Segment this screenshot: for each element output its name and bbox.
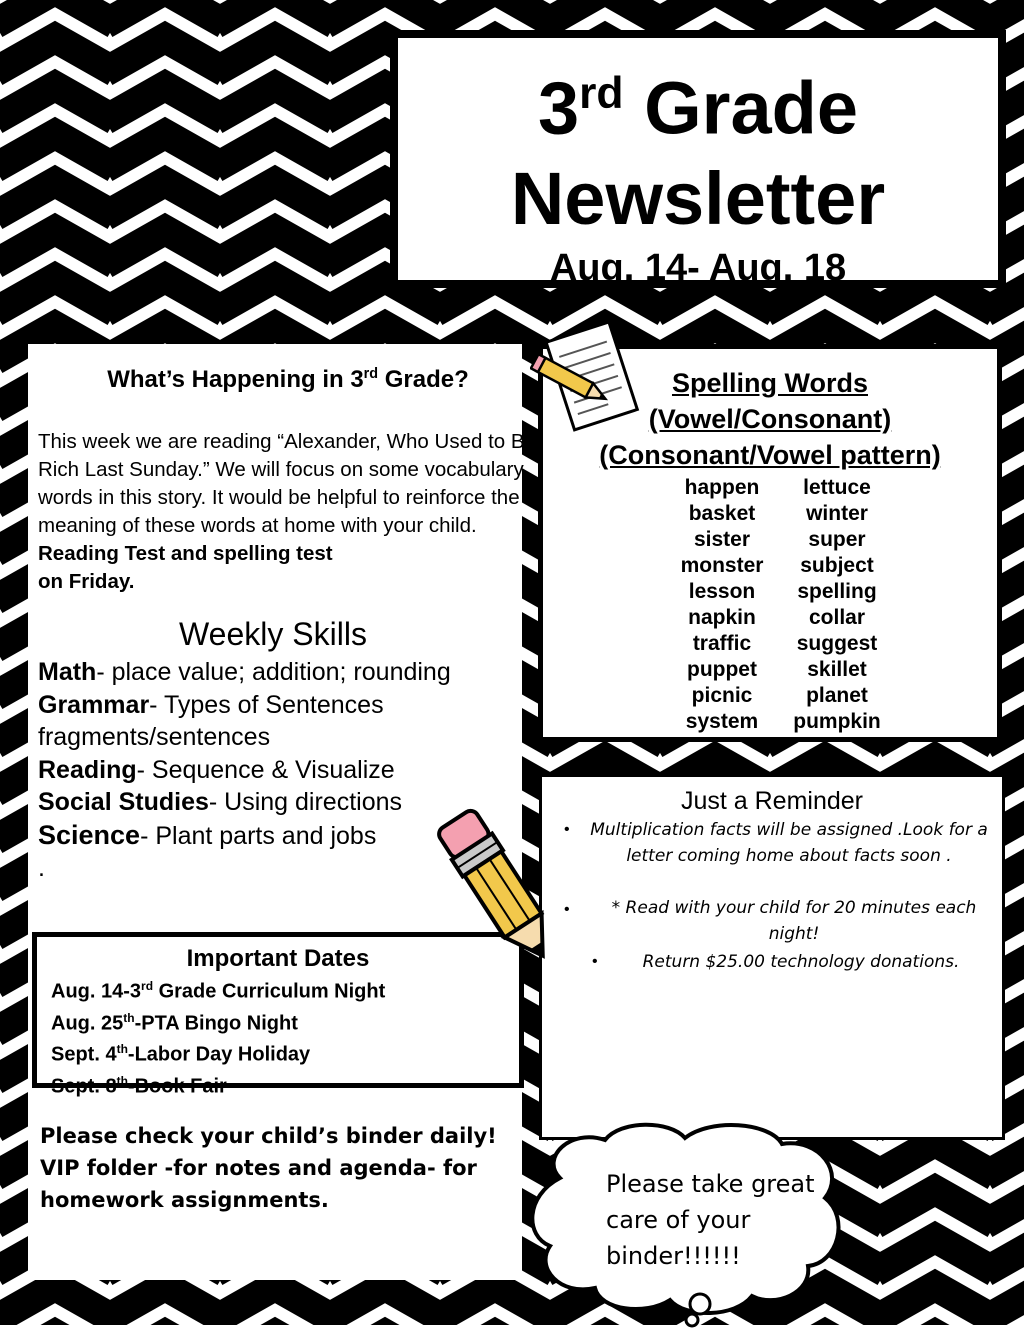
important-dates-title: Important Dates xyxy=(186,945,370,972)
date-item: Aug. 14-3rd Grade Curriculum Night xyxy=(51,979,386,1003)
spelling-word: happen xyxy=(684,476,760,499)
skill-item: Social Studies- Using directions xyxy=(38,788,403,816)
newsletter-title-line2: Newsletter xyxy=(510,156,886,240)
spelling-word: napkin xyxy=(688,606,756,629)
bullet-dot-icon: • xyxy=(564,901,570,918)
spelling-words-column-1 xyxy=(663,475,781,735)
spelling-word: pumpkin xyxy=(793,710,881,733)
spelling-title: Spelling Words xyxy=(671,368,868,398)
spelling-word: monster xyxy=(680,554,764,577)
week-dates: Aug. 14- Aug. 18 xyxy=(549,246,847,289)
spelling-word: lettuce xyxy=(803,476,871,499)
spelling-words-column-2 xyxy=(783,475,891,735)
reminder-box xyxy=(539,774,1005,1140)
spelling-pattern-2: (Consonant/Vowel pattern) xyxy=(599,440,941,470)
newsletter-title: 3rd Grade xyxy=(538,66,858,150)
weekly-skills-title: Weekly Skills xyxy=(179,616,367,652)
spelling-word: traffic xyxy=(692,632,752,655)
spelling-word: lesson xyxy=(688,580,756,603)
spelling-word: skillet xyxy=(807,658,867,681)
bullet-dot-icon: • xyxy=(592,953,598,970)
binder-note-line1: Please check your child’s binder daily! xyxy=(40,1124,497,1148)
spelling-word: winter xyxy=(806,502,868,525)
spelling-word: planet xyxy=(806,684,868,707)
spelling-pattern-1: (Vowel/Consonant) xyxy=(648,404,892,434)
cloud-text: Please take great care of your binder!!!!!! xyxy=(606,1170,815,1270)
date-item: Sept. 4th-Labor Day Holiday xyxy=(51,1042,311,1066)
reminder-item: Return $25.00 technology donations. xyxy=(642,952,960,972)
spelling-word: puppet xyxy=(687,658,757,681)
skill-trailing: . xyxy=(38,854,45,882)
skill-item: Grammar- Types of Sentences fragments/sentences xyxy=(38,690,384,751)
binder-note-line2: VIP folder -for notes and agenda- for homework assignments. xyxy=(40,1156,477,1212)
spelling-word: picnic xyxy=(691,684,753,707)
reminder-item: Multiplication facts will be assigned .Look for a letter coming home about facts soon . xyxy=(590,820,988,866)
date-item: Aug. 25th-PTA Bingo Night xyxy=(51,1010,298,1035)
important-dates-list xyxy=(37,973,519,1100)
spelling-word: suggest xyxy=(796,632,878,655)
happening-title: What’s Happening in 3rd Grade? xyxy=(107,366,469,393)
skill-item: Science- Plant parts and jobs xyxy=(38,819,377,850)
pencil-icon xyxy=(425,800,575,975)
spelling-word: spelling xyxy=(797,580,877,603)
skill-item: Math- place value; addition; rounding xyxy=(38,658,451,686)
binder-note xyxy=(40,1120,510,1216)
title-box xyxy=(390,30,1006,288)
paper-pencil-icon xyxy=(530,318,650,442)
date-item: Sept. 8th-Book Fair xyxy=(51,1073,227,1098)
spelling-word: collar xyxy=(808,606,866,629)
spelling-word: super xyxy=(808,528,866,551)
spelling-word: basket xyxy=(688,502,756,525)
reminder-title: Just a Reminder xyxy=(680,787,864,815)
spelling-word: system xyxy=(685,710,759,733)
reminder-item: * Read with your child for 20 minutes each night! xyxy=(611,898,977,944)
spelling-word: sister xyxy=(693,528,751,551)
happening-text: This week we are reading “Alexander, Who Used to Be Rich Last Sunday.” We will focus on some vocabulary words in this story. It would be helpful to reinforce the meaning of these words at home with your child. Reading Test and spelling test on Friday. xyxy=(38,430,536,593)
bullet-dot-icon: • xyxy=(564,821,570,838)
spelling-word: subject xyxy=(800,554,874,577)
skill-item: Reading- Sequence & Visualize xyxy=(38,755,395,784)
